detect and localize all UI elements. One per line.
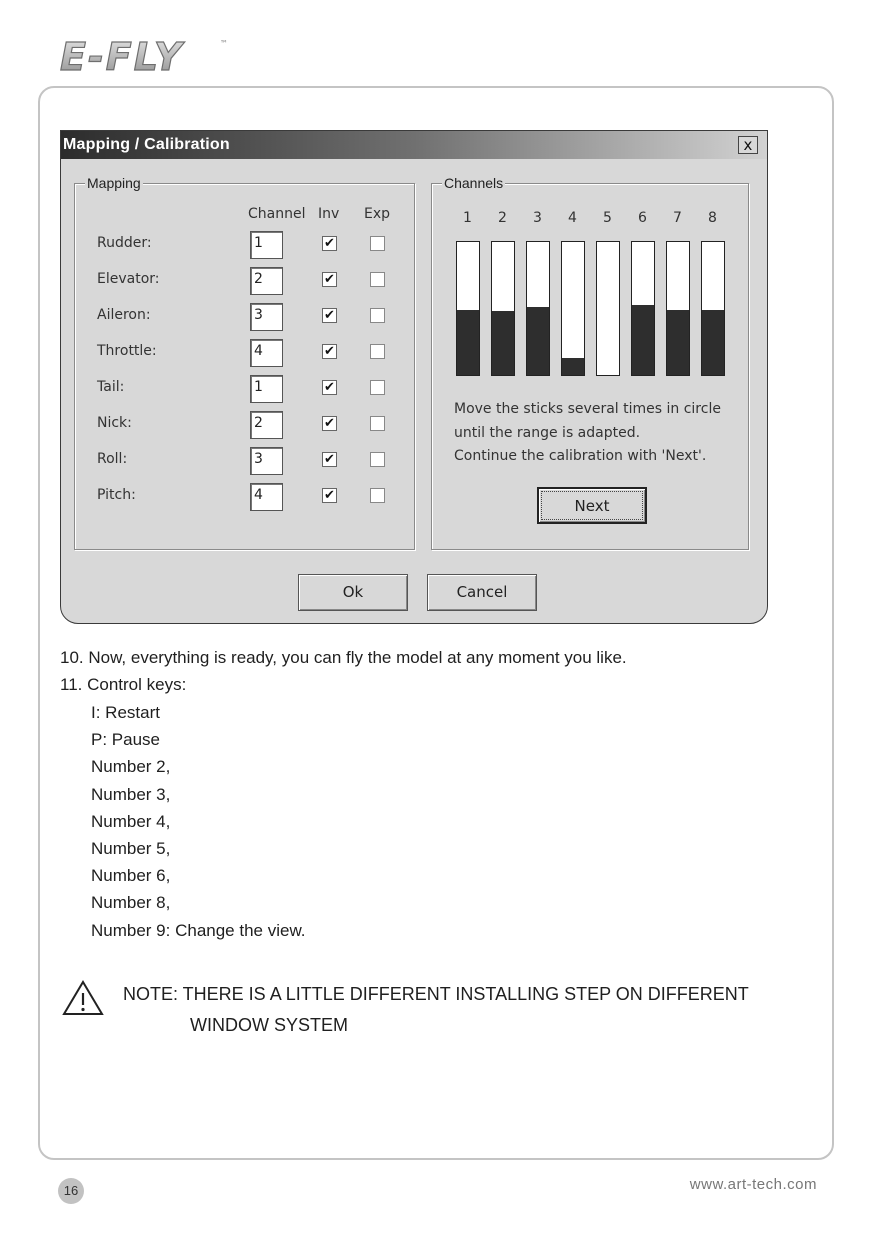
channel-level-fill xyxy=(632,305,654,375)
channel-input[interactable]: 1 xyxy=(250,375,283,403)
close-button[interactable]: x xyxy=(738,136,758,154)
exp-checkbox[interactable] xyxy=(370,308,385,323)
instruction-line-2: until the range is adapted. xyxy=(454,425,641,441)
ok-button[interactable]: Ok xyxy=(298,574,408,611)
control-key-item: Number 2, xyxy=(91,757,171,777)
mapping-row-label: Rudder: xyxy=(97,235,152,251)
channel-level-fill xyxy=(457,310,479,375)
exp-checkbox[interactable] xyxy=(370,452,385,467)
channel-input[interactable]: 3 xyxy=(250,303,283,331)
warning-icon xyxy=(62,980,104,1016)
dialog-title: Mapping / Calibration xyxy=(63,136,230,153)
mapping-row-label: Tail: xyxy=(97,379,125,395)
column-header-inv: Inv xyxy=(318,206,340,222)
column-header-channel: Channel xyxy=(248,206,306,222)
control-key-item: P: Pause xyxy=(91,730,160,750)
channel-level-bar xyxy=(491,241,515,376)
channel-level-bar xyxy=(631,241,655,376)
column-header-exp: Exp xyxy=(364,206,391,222)
channel-level-bar xyxy=(561,241,585,376)
channel-number: 3 xyxy=(533,210,542,226)
mapping-row-label: Elevator: xyxy=(97,271,160,287)
channel-number: 4 xyxy=(568,210,577,226)
mapping-calibration-dialog xyxy=(60,130,768,624)
inv-checkbox[interactable]: ✔ xyxy=(322,488,337,503)
exp-checkbox[interactable] xyxy=(370,416,385,431)
trademark: ™ xyxy=(220,39,228,48)
channel-input[interactable]: 2 xyxy=(250,267,283,295)
channel-input[interactable]: 3 xyxy=(250,447,283,475)
channels-group-label: Channels xyxy=(444,175,504,191)
inv-checkbox[interactable]: ✔ xyxy=(322,236,337,251)
instruction-line-1: Move the sticks several times in circle xyxy=(454,401,721,417)
step-11-text: 11. Control keys: xyxy=(60,675,187,694)
control-key-item: Number 3, xyxy=(91,784,171,804)
channel-input[interactable]: 1 xyxy=(250,231,283,259)
channel-level-fill xyxy=(527,307,549,375)
note-line-1: NOTE: THERE IS A LITTLE DIFFERENT INSTALLING STEP ON DIFFERENT xyxy=(123,984,749,1004)
inv-checkbox[interactable]: ✔ xyxy=(322,344,337,359)
channel-number: 1 xyxy=(463,210,472,226)
channel-input[interactable]: 4 xyxy=(250,483,283,511)
logo-text: E-FLY xyxy=(60,36,184,78)
page-number: 16 xyxy=(58,1178,84,1204)
exp-checkbox[interactable] xyxy=(370,488,385,503)
channel-number: 5 xyxy=(603,210,612,226)
footer-url[interactable]: www.art-tech.com xyxy=(689,1176,817,1193)
mapping-row-label: Throttle: xyxy=(97,343,157,359)
channel-level-bar xyxy=(456,241,480,376)
channel-level-bar xyxy=(666,241,690,376)
step-10-text: 10. Now, everything is ready, you can fly the model at any moment you like. xyxy=(60,648,627,667)
exp-checkbox[interactable] xyxy=(370,380,385,395)
channel-input[interactable]: 2 xyxy=(250,411,283,439)
channel-number: 7 xyxy=(673,210,682,226)
channel-number: 6 xyxy=(638,210,647,226)
next-button[interactable]: Next xyxy=(537,487,647,524)
exp-checkbox[interactable] xyxy=(370,344,385,359)
exp-checkbox[interactable] xyxy=(370,272,385,287)
control-key-item: Number 6, xyxy=(91,866,171,886)
inv-checkbox[interactable]: ✔ xyxy=(322,272,337,287)
channel-level-fill xyxy=(702,310,724,375)
inv-checkbox[interactable]: ✔ xyxy=(322,380,337,395)
channel-number: 2 xyxy=(498,210,507,226)
channel-level-fill xyxy=(562,358,584,375)
cancel-button[interactable]: Cancel xyxy=(427,574,537,611)
inv-checkbox[interactable]: ✔ xyxy=(322,308,337,323)
e-fly-logo xyxy=(58,36,248,78)
mapping-row-label: Nick: xyxy=(97,415,132,431)
control-key-item: Number 8, xyxy=(91,893,171,913)
mapping-row-label: Aileron: xyxy=(97,307,151,323)
channel-level-bar xyxy=(701,241,725,376)
mapping-row-label: Pitch: xyxy=(97,487,136,503)
dialog-titlebar[interactable] xyxy=(61,131,767,159)
channel-level-fill xyxy=(492,311,514,375)
mapping-group-label: Mapping xyxy=(87,175,141,191)
channel-level-bar xyxy=(596,241,620,376)
channel-input[interactable]: 4 xyxy=(250,339,283,367)
instruction-line-3: Continue the calibration with 'Next'. xyxy=(454,448,707,464)
inv-checkbox[interactable]: ✔ xyxy=(322,452,337,467)
exp-checkbox[interactable] xyxy=(370,236,385,251)
mapping-row-label: Roll: xyxy=(97,451,128,467)
control-key-item: Number 5, xyxy=(91,839,171,858)
channel-level-bar xyxy=(526,241,550,376)
channel-level-fill xyxy=(667,310,689,375)
note-line-2: WINDOW SYSTEM xyxy=(190,1015,348,1035)
control-key-item: Number 4, xyxy=(91,811,171,831)
control-key-item: Number 9: Change the view. xyxy=(91,920,306,940)
channel-number: 8 xyxy=(708,210,717,226)
control-key-item: I: Restart xyxy=(91,703,160,722)
inv-checkbox[interactable]: ✔ xyxy=(322,416,337,431)
